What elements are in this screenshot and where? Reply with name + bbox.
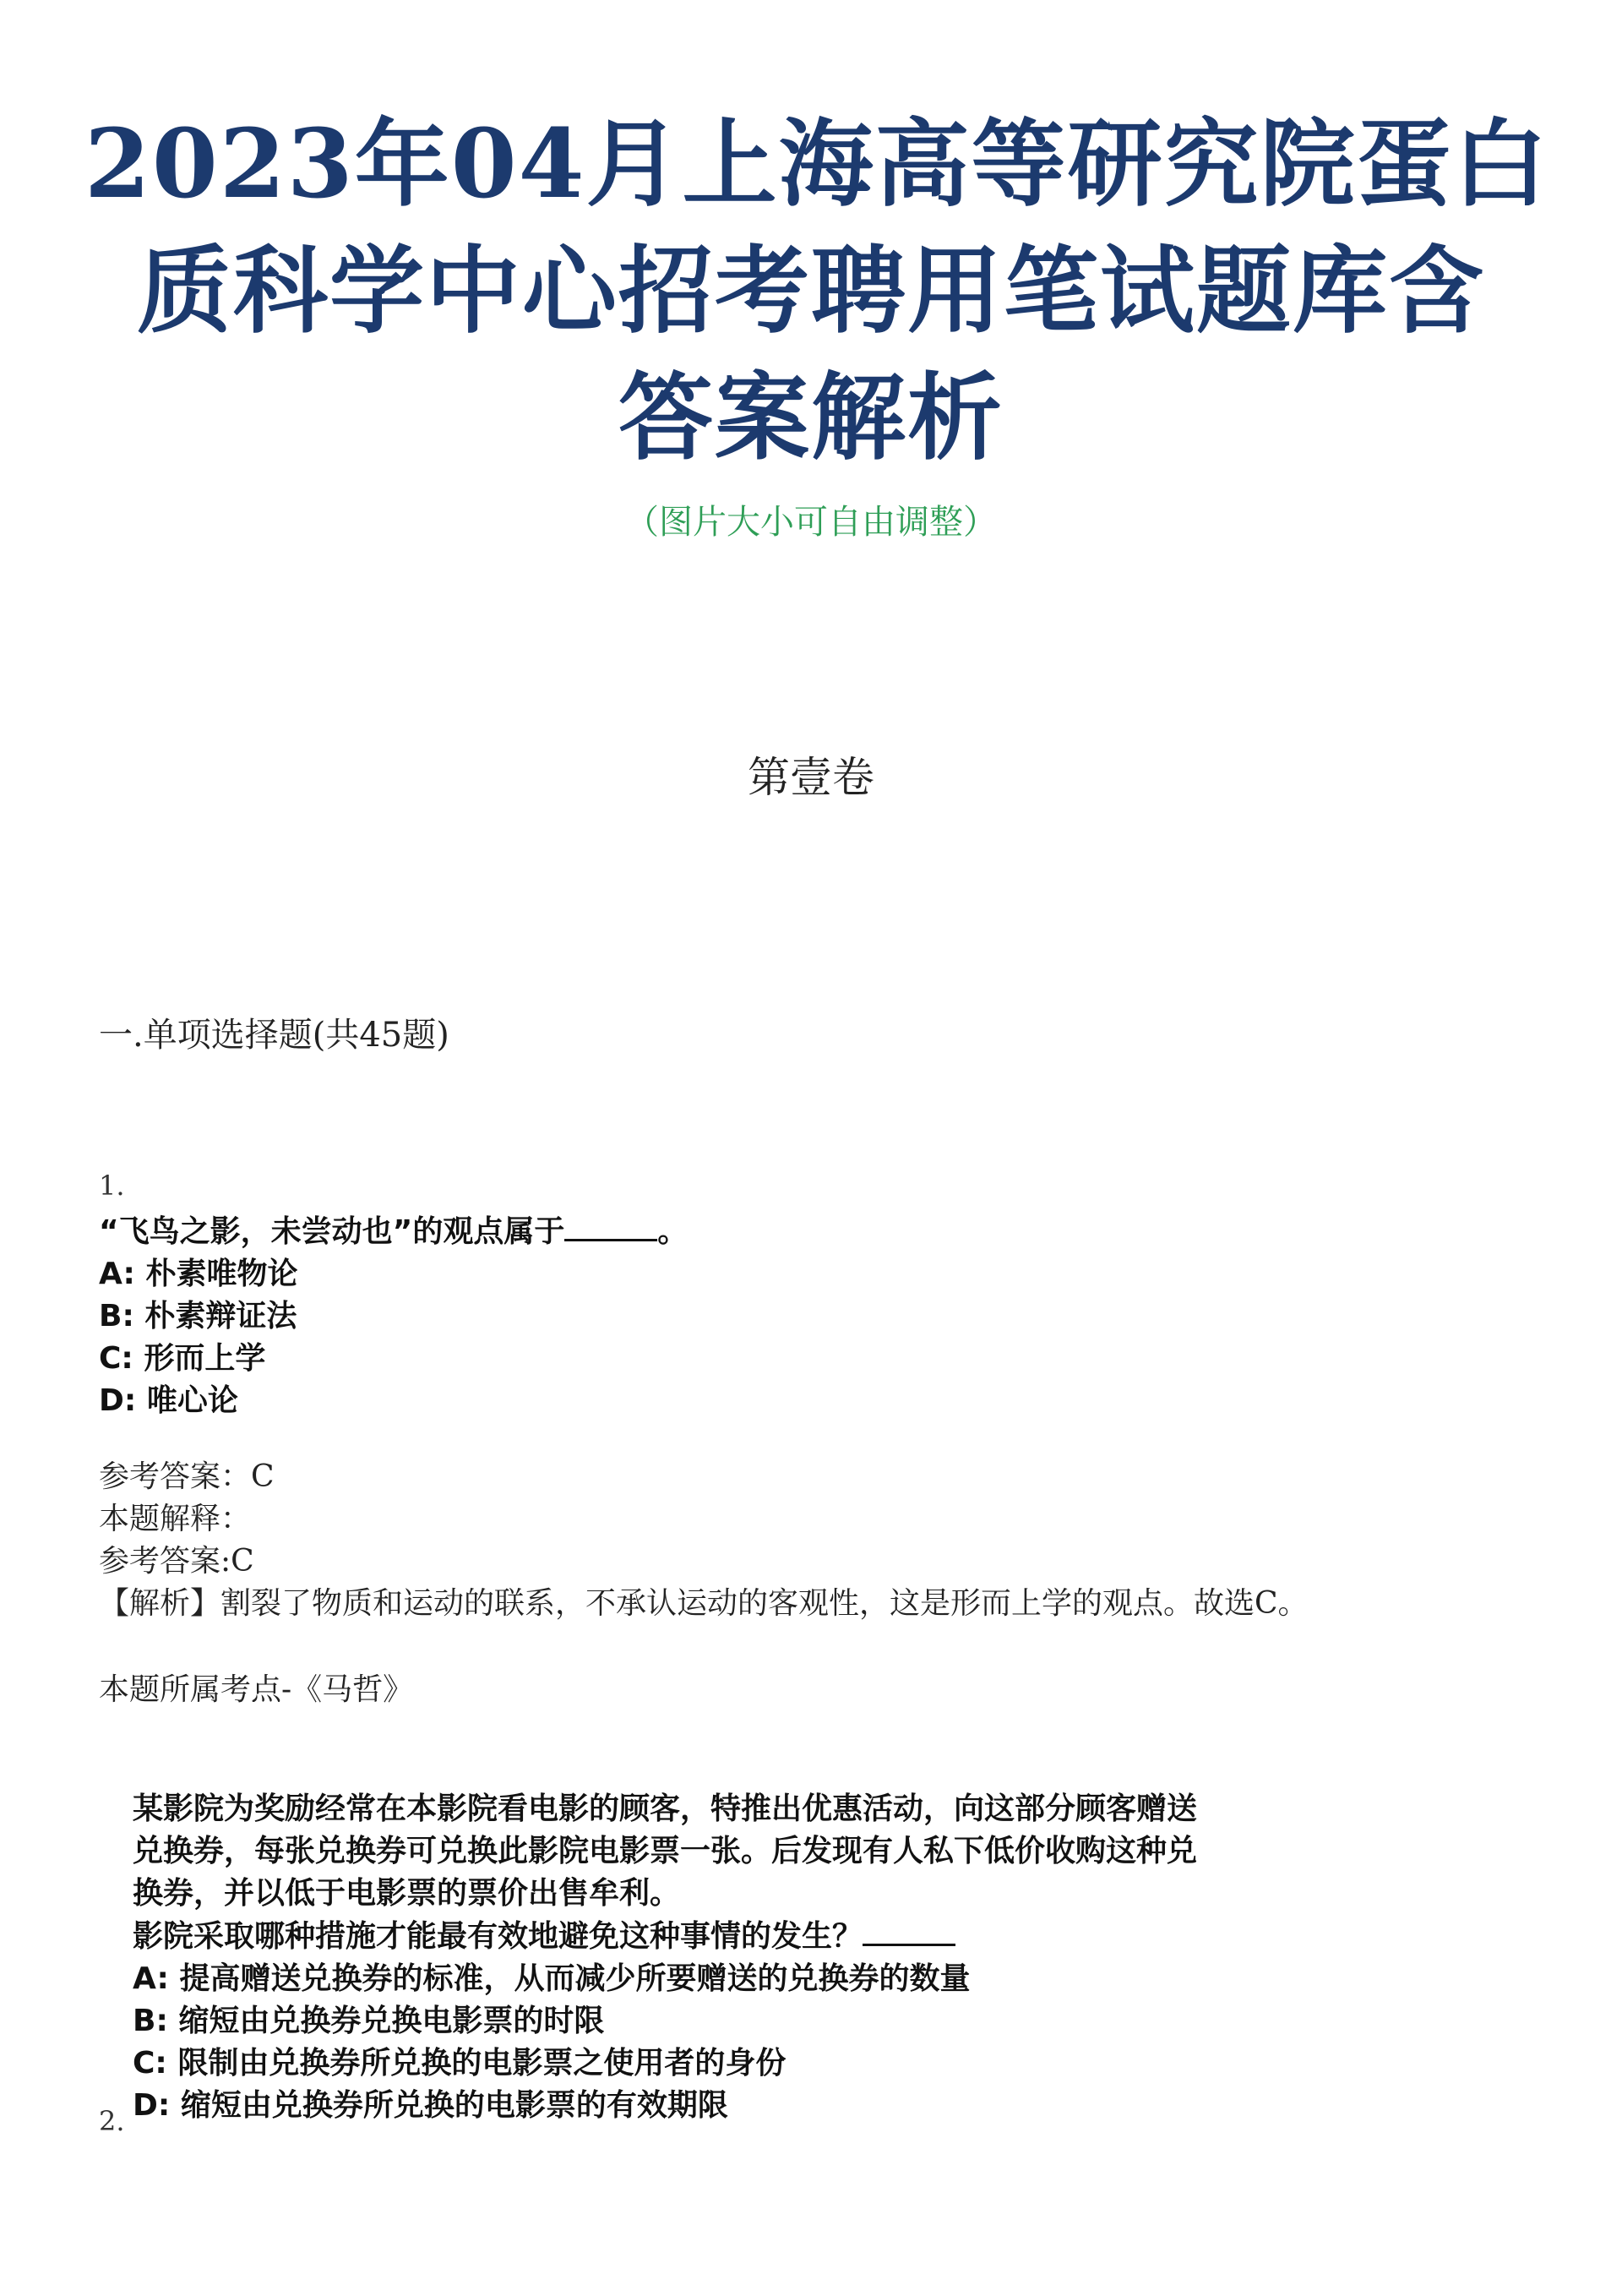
question-1-stem-text: “飞鸟之影，未尝动也”的观点属于 [99,1214,565,1249]
title-line-2: 质科学中心招考聘用笔试题库含 [137,236,1485,346]
question-2-stem-line-2: 兑换券，每张兑换券可兑换此影院电影票一张。后发现有人私下低价收购这种兑 [133,1834,1198,1868]
title-line-1: 2023年04月上海高等研究院蛋白 [84,109,1549,220]
question-2-stem-line-3: 换券，并以低于电影票的票价出售牟利。 [133,1876,681,1911]
question-2-question [133,1915,1484,1958]
question-1-topic: 本题所属考点-《马哲》 [99,1672,414,1707]
question-1-option-b: B: 朴素辩证法 [99,1299,297,1333]
question-1-answer-section [99,1456,1586,1625]
answer-blank [863,1915,955,1946]
question-1 [99,1210,1535,1422]
question-2-option-c: C: 限制由兑换券所兑换的电影票之使用者的身份 [133,2046,787,2081]
question-2 [133,1788,1484,2127]
reference-answer-repeat: 参考答案:C [99,1544,254,1579]
question-1-option-c: C: 形而上学 [99,1341,266,1376]
analysis-text: 【解析】割裂了物质和运动的联系，不承认运动的客观性，这是形而上学的观点。故选C。 [99,1586,1309,1621]
question-1-option-d: D: 唯心论 [99,1383,238,1418]
question-1-option-a: A: 朴素唯物论 [99,1257,298,1291]
question-2-option-b: B: 缩短由兑换券兑换电影票的时限 [133,2004,605,2038]
question-1-stem [99,1210,1535,1253]
image-resize-note: （图片大小可自由调整） [625,503,997,542]
question-1-stem-end: 。 [657,1214,689,1249]
question-2-stem-line-1: 某影院为奖励经常在本影院看电影的顾客，特推出优惠活动，向这部分顾客赠送 [133,1792,1198,1826]
reference-answer: 参考答案：C [99,1459,275,1494]
document-title [84,101,1549,482]
question-2-option-a: A: 提高赠送兑换券的标准，从而减少所要赠送的兑换券的数量 [133,1961,971,1996]
question-1-number: 1. [99,1170,125,1202]
question-2-number: 2. [99,2105,125,2137]
volume-heading: 第壹卷 [748,753,874,802]
answer-blank [564,1210,657,1241]
title-line-3: 答案解析 [618,363,1004,473]
question-2-option-d: D: 缩短由兑换券所兑换的电影票的有效期限 [133,2088,728,2123]
explanation-label: 本题解释： [99,1502,252,1536]
question-2-question-text: 影院采取哪种措施才能最有效地避免这种事情的发生？ [133,1919,863,1954]
section-heading: 一.单项选择题(共45题) [99,1016,449,1055]
